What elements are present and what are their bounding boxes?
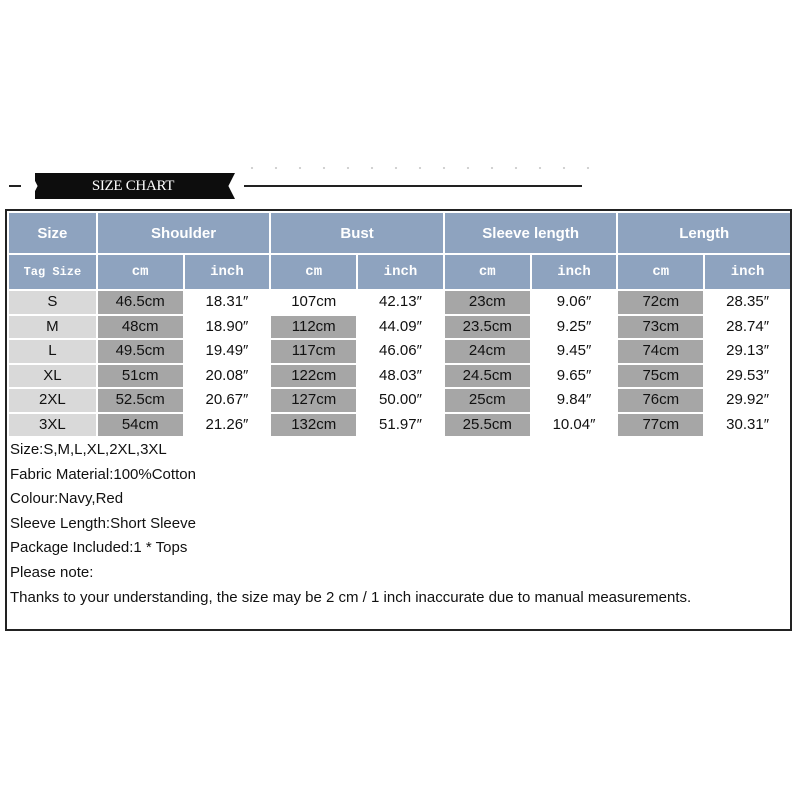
info-fabric: Fabric Material:100%Cotton <box>10 465 196 483</box>
size-cell: 3XL <box>9 414 96 437</box>
table-row <box>9 316 790 339</box>
product-info <box>10 438 691 610</box>
table-row <box>9 414 790 437</box>
unit-header-cell: inch <box>358 255 443 289</box>
banner-dotted-line <box>240 167 600 169</box>
size-table <box>7 211 792 438</box>
cm-cell: 52.5cm <box>98 389 183 412</box>
inch-cell: 28.74″ <box>705 316 790 339</box>
inch-cell: 48.03″ <box>358 365 443 388</box>
group-length: Length <box>618 213 790 253</box>
inch-cell: 42.13″ <box>358 291 443 314</box>
inch-cell: 19.49″ <box>185 340 270 363</box>
cm-cell: 54cm <box>98 414 183 437</box>
cm-cell: 25.5cm <box>445 414 530 437</box>
group-shoulder: Shoulder <box>98 213 270 253</box>
cm-cell: 112cm <box>271 316 356 339</box>
table-row <box>9 365 790 388</box>
cm-cell: 24.5cm <box>445 365 530 388</box>
inch-cell: 9.65″ <box>532 365 617 388</box>
cm-cell: 48cm <box>98 316 183 339</box>
size-cell: XL <box>9 365 96 388</box>
cm-cell: 74cm <box>618 340 703 363</box>
inch-cell: 9.45″ <box>532 340 617 363</box>
unit-tag-size: Tag Size <box>9 255 96 289</box>
cm-cell: 25cm <box>445 389 530 412</box>
cm-cell: 127cm <box>271 389 356 412</box>
inch-cell: 28.35″ <box>705 291 790 314</box>
size-cell: L <box>9 340 96 363</box>
cm-cell: 76cm <box>618 389 703 412</box>
group-bust: Bust <box>271 213 443 253</box>
inch-cell: 30.31″ <box>705 414 790 437</box>
inch-cell: 20.67″ <box>185 389 270 412</box>
inch-cell: 18.90″ <box>185 316 270 339</box>
size-cell: 2XL <box>9 389 96 412</box>
unit-header-cell: cm <box>98 255 183 289</box>
inch-cell: 29.13″ <box>705 340 790 363</box>
cm-cell: 49.5cm <box>98 340 183 363</box>
unit-header-cell: cm <box>445 255 530 289</box>
cm-cell: 23.5cm <box>445 316 530 339</box>
inch-cell: 21.26″ <box>185 414 270 437</box>
banner-title: SIZE CHART <box>42 173 224 199</box>
inch-cell: 44.09″ <box>358 316 443 339</box>
group-size: Size <box>9 213 96 253</box>
unit-header-cell: cm <box>618 255 703 289</box>
info-note-label: Please note: <box>10 563 94 581</box>
cm-cell: 24cm <box>445 340 530 363</box>
inch-cell: 9.84″ <box>532 389 617 412</box>
banner-rule <box>244 185 582 187</box>
size-chart-box <box>5 209 792 631</box>
table-group-header <box>9 213 790 253</box>
inch-cell: 20.08″ <box>185 365 270 388</box>
info-note-text: Thanks to your understanding, the size may be 2 cm / 1 inch inaccurate due to manual measurements. <box>10 588 692 606</box>
inch-cell: 9.25″ <box>532 316 617 339</box>
inch-cell: 46.06″ <box>358 340 443 363</box>
cm-cell: 77cm <box>618 414 703 437</box>
inch-cell: 9.06″ <box>532 291 617 314</box>
group-sleeve-length: Sleeve length <box>445 213 617 253</box>
table-unit-header <box>9 255 790 289</box>
cm-cell: 132cm <box>271 414 356 437</box>
info-sizes: Size:S,M,L,XL,2XL,3XL <box>10 441 167 458</box>
cm-cell: 107cm <box>271 291 356 314</box>
inch-cell: 29.53″ <box>705 365 790 388</box>
cm-cell: 73cm <box>618 316 703 339</box>
cm-cell: 122cm <box>271 365 356 388</box>
cm-cell: 117cm <box>271 340 356 363</box>
info-colour: Colour:Navy,Red <box>10 490 124 508</box>
size-cell: M <box>9 316 96 339</box>
unit-header-cell: inch <box>705 255 790 289</box>
unit-header-cell: inch <box>185 255 270 289</box>
cm-cell: 75cm <box>618 365 703 388</box>
inch-cell: 10.04″ <box>532 414 617 437</box>
inch-cell: 51.97″ <box>358 414 443 437</box>
cm-cell: 23cm <box>445 291 530 314</box>
inch-cell: 29.92″ <box>705 389 790 412</box>
info-sleeve-length: Sleeve Length:Short Sleeve <box>10 514 196 532</box>
size-cell: S <box>9 291 96 314</box>
cm-cell: 46.5cm <box>98 291 183 314</box>
unit-header-cell: inch <box>532 255 617 289</box>
cm-cell: 51cm <box>98 365 183 388</box>
inch-cell: 50.00″ <box>358 389 443 412</box>
table-row <box>9 389 790 412</box>
unit-header-cell: cm <box>271 255 356 289</box>
info-package: Package Included:1 * Tops <box>10 539 188 557</box>
table-row <box>9 340 790 363</box>
inch-cell: 18.31″ <box>185 291 270 314</box>
cm-cell: 72cm <box>618 291 703 314</box>
table-row <box>9 291 790 314</box>
banner-left-dash <box>9 185 21 187</box>
